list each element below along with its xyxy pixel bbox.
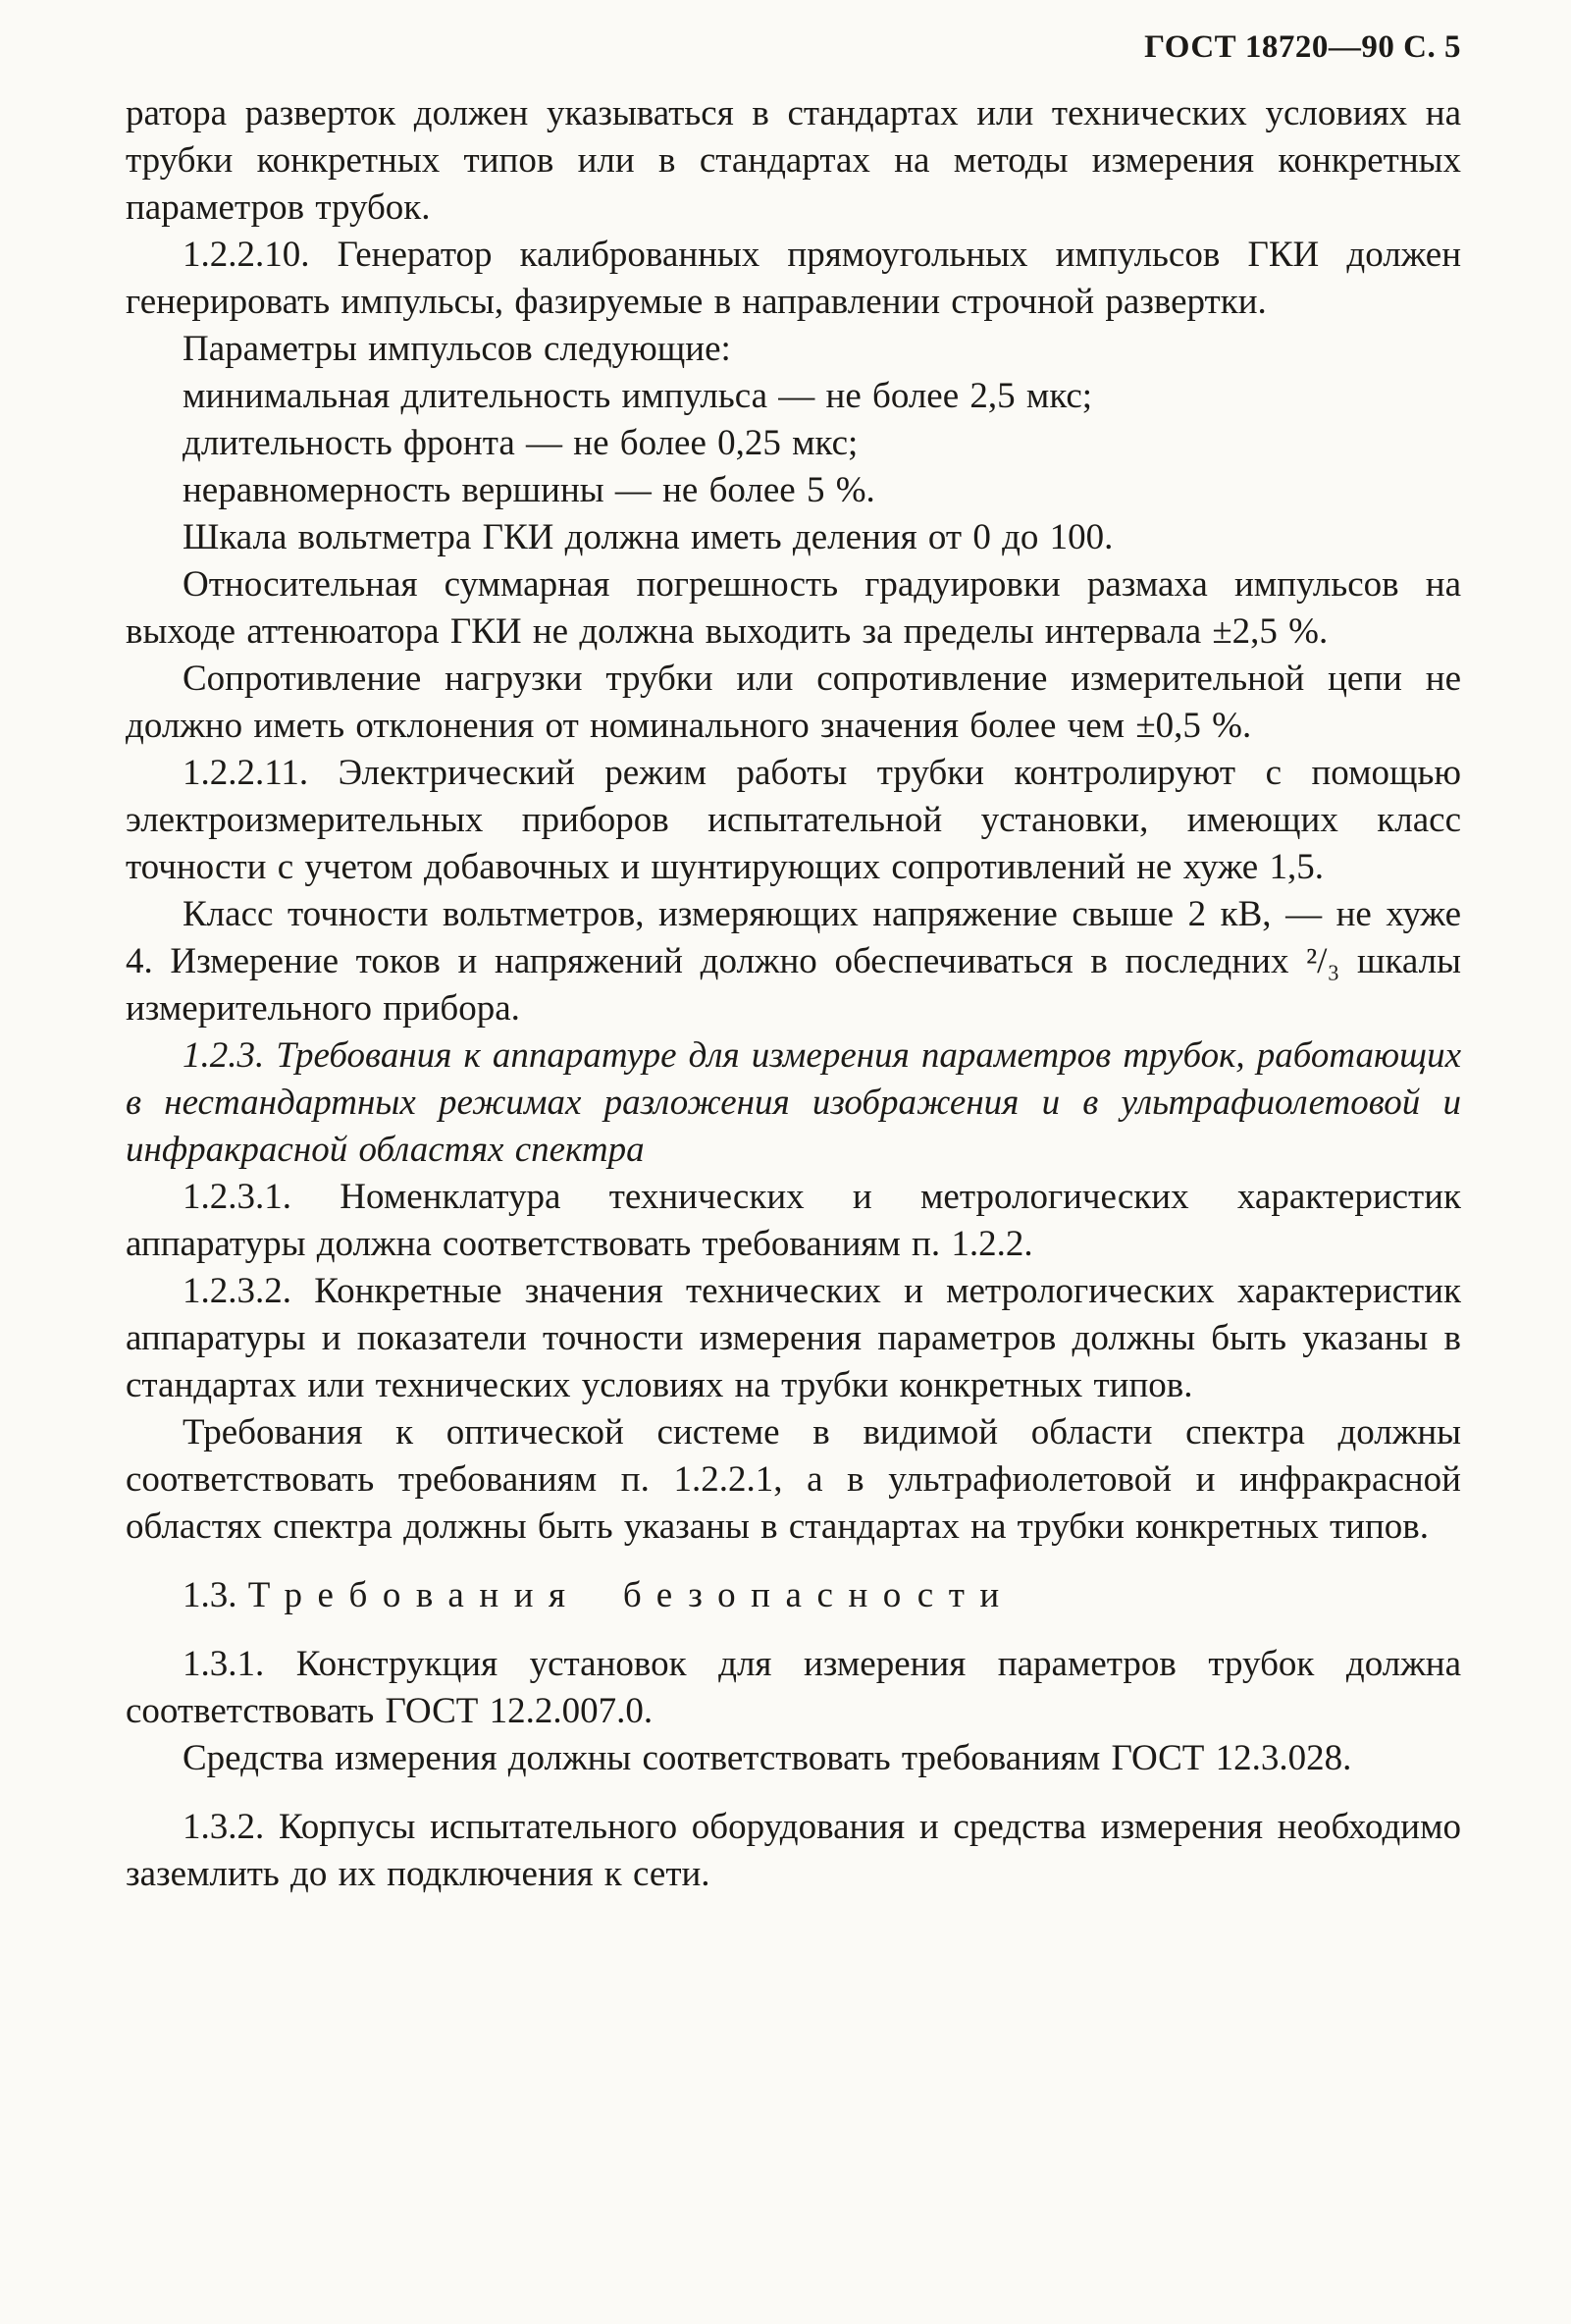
paragraph: Сопротивление нагрузки трубки или сопротивление измерительной цепи не должно иметь отклонения от номинального значения более чем ±0,5 %. (126, 659, 1461, 746)
paragraph: Шкала вольтметра ГКИ должна иметь деления от 0 до 100. (183, 517, 1114, 557)
paragraph: 1.3.1. Конструкция установок для измерения параметров трубок должна соответствовать ГОСТ 12.2.007.0. (126, 1644, 1461, 1731)
paragraph: минимальная длительность импульса — не более 2,5 мкс; (183, 376, 1093, 416)
document-code: ГОСТ 18720—90 С. 5 (1144, 29, 1461, 65)
clause-title: Требования безопасности (247, 1575, 1015, 1615)
paragraph: длительность фронта — не более 0,25 мкс; (183, 423, 859, 463)
paragraph: Средства измерения должны соответствовать требованиям ГОСТ 12.3.028. (183, 1738, 1352, 1778)
paragraph: ратора разверток должен указываться в стандартах или технических условиях на трубки конкретных типов или в стандартах на методы измерения конкретных параметров трубок. (126, 93, 1461, 228)
page-header (1144, 29, 1461, 66)
page-body (126, 90, 1461, 1898)
paragraph: Параметры импульсов следующие: (183, 329, 731, 369)
paragraph: 1.2.3.2. Конкретные значения технических и метрологических характеристик аппаратуры и показатели точности измерения параметров должны быть указаны в стандартах или технических условиях на трубки конкретных типов. (126, 1271, 1461, 1405)
paragraph: 1.3.2. Корпусы испытательного оборудования и средства измерения необходимо заземлить до их подключения к сети. (126, 1807, 1461, 1894)
paragraph: Требования к оптической системе в видимой области спектра должны соответствовать требованиям п. 1.2.2.1, а в ультрафиолетовой и инфракрасной областях спектра должны быть указаны в стандартах на трубки конкретных типов. (126, 1412, 1461, 1547)
paragraph (126, 1572, 1461, 1619)
clause-number: 1.3. (183, 1575, 237, 1615)
paragraph: 1.2.2.10. Генератор калиброванных прямоугольных импульсов ГКИ должен генерировать импульсы, фазируемые в направлении строчной развертки. (126, 235, 1461, 322)
paragraph: неравномерность вершины — не более 5 %. (183, 470, 875, 510)
paragraph: Относительная суммарная погрешность градуировки размаха импульсов на выходе аттенюатора ГКИ не должна выходить за пределы интервала ±2,5 %. (126, 564, 1461, 652)
paragraph: 1.2.3. Требования к аппаратуре для измерения параметров трубок, работающих в нестандартных режимах разложения изображения и в ультрафиолетовой и инфракрасной областях спектра (126, 1035, 1461, 1170)
paragraph: 1.2.3.1. Номенклатура технических и метрологических характеристик аппаратуры должна соответствовать требованиям п. 1.2.2. (126, 1177, 1461, 1264)
paragraph: 1.2.2.11. Электрический режим работы трубки контролируют с помощью электроизмерительных приборов испытательной установки, имеющих класс точности с учетом добавочных и шунтирующих сопротивлений не хуже 1,5. (126, 753, 1461, 887)
paragraph: Класс точности вольтметров, измеряющих напряжение свыше 2 кВ, — не хуже 4. Измерение токов и напряжений должно обеспечиваться в последних ²/₃ шкалы измерительного прибора. (126, 894, 1461, 1029)
